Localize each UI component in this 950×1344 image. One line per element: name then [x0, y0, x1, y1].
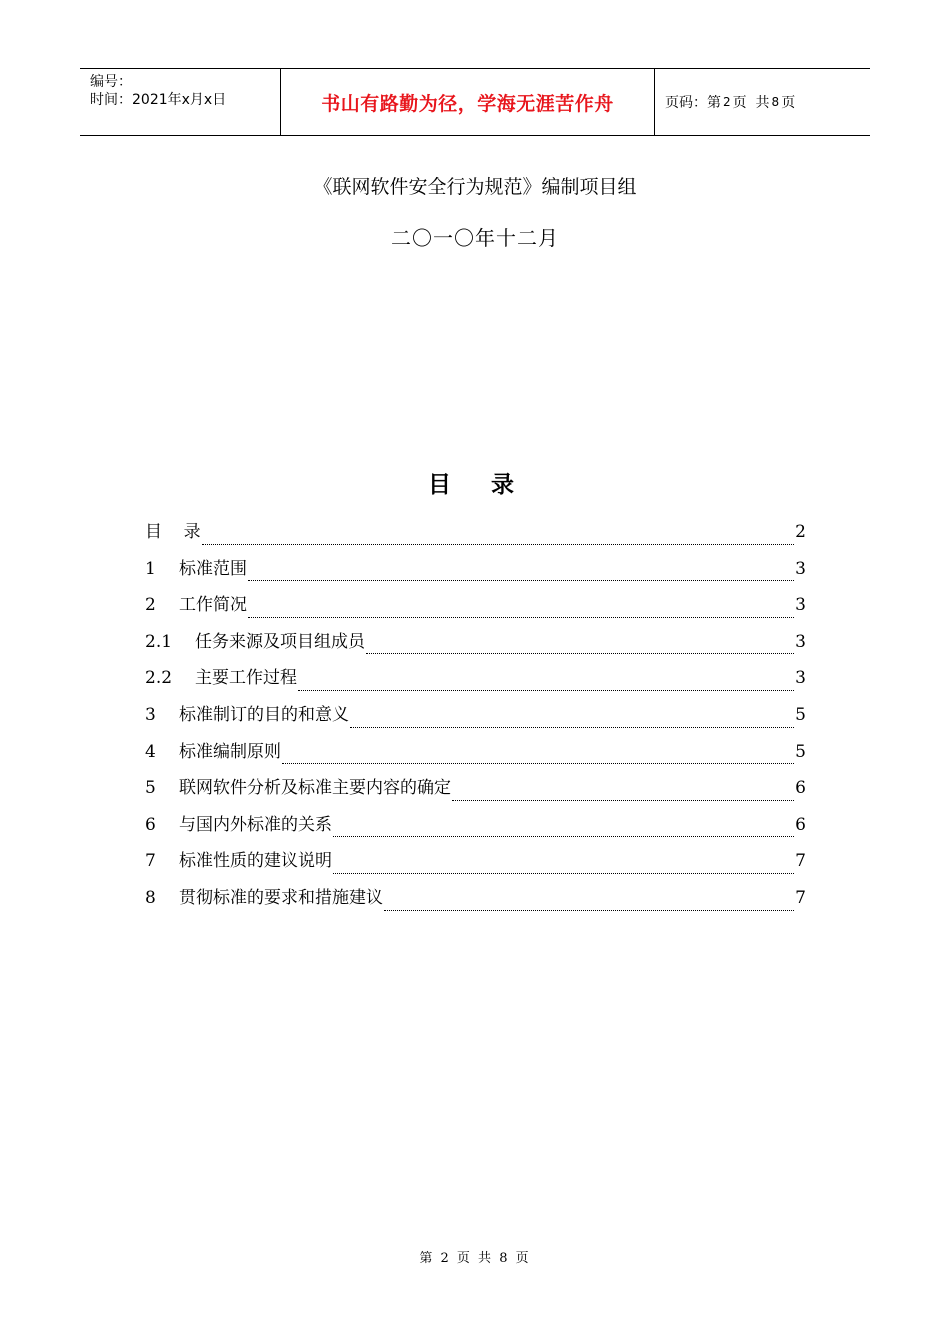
toc-entry[interactable]	[145, 590, 806, 627]
toc-entry-page: 6	[795, 814, 806, 835]
toc-entry-number: 8	[145, 887, 156, 908]
toc-dot-leader	[298, 689, 794, 691]
toc-entry[interactable]	[145, 883, 806, 920]
toc-entry-number: 5	[145, 778, 156, 799]
toc-entry-label: 标准性质的建议说明	[179, 851, 332, 872]
toc-entry[interactable]	[145, 517, 806, 554]
toc-entry[interactable]	[145, 627, 806, 664]
page-suffix: 页	[781, 95, 796, 111]
time-label: 时间：2021年x月x日	[90, 92, 227, 108]
toc-entry-page: 6	[795, 778, 806, 799]
toc-entry[interactable]	[145, 810, 806, 847]
toc-entry-label: 任务来源及项目组成员	[195, 631, 365, 652]
date-line: 二〇一〇年十二月	[391, 226, 559, 250]
toc-entry-label: 贯彻标准的要求和措施建议	[179, 887, 383, 908]
header-slogan: 书山有路勤为径，学海无涯苦作舟	[281, 69, 655, 135]
toc-entry-label: 工作简况	[179, 595, 247, 616]
toc-dot-leader	[350, 726, 794, 728]
toc-entry-label: 与国内外标准的关系	[179, 814, 332, 835]
toc-entry[interactable]	[145, 773, 806, 810]
toc-dot-leader	[366, 652, 794, 654]
toc-entry-number: 1	[145, 558, 156, 579]
table-of-contents	[145, 517, 806, 920]
toc-entry-number: 2.1	[145, 631, 173, 652]
toc-entry[interactable]	[145, 737, 806, 774]
toc-dot-leader	[333, 872, 794, 874]
toc-entry-label: 标准编制原则	[179, 741, 281, 762]
toc-dot-leader	[202, 543, 795, 545]
toc-entry-label: 目 录	[145, 522, 201, 542]
code-label: 编号：	[90, 74, 132, 90]
toc-entry-label: 标准范围	[179, 558, 247, 579]
page-footer: 第 2 页 共 8 页	[419, 1251, 531, 1266]
toc-dot-leader	[333, 835, 794, 837]
org-line: 《联网软件安全行为规范》编制项目组	[313, 176, 637, 198]
toc-entry-page: 3	[795, 558, 806, 579]
toc-entry-page: 2	[795, 522, 806, 542]
toc-dot-leader	[248, 579, 794, 581]
header-meta	[80, 69, 281, 135]
toc-entry[interactable]	[145, 554, 806, 591]
toc-entry-label: 标准制订的目的和意义	[179, 704, 349, 725]
toc-dot-leader	[282, 762, 794, 764]
page-prefix: 页码：第	[665, 95, 721, 111]
toc-entry-page: 3	[795, 668, 806, 689]
page-total: 8	[771, 95, 780, 109]
toc-entry-page: 3	[795, 595, 806, 616]
header-page-info	[655, 69, 870, 135]
toc-title: 目 录	[427, 472, 522, 498]
toc-dot-leader	[384, 909, 794, 911]
toc-entry-number: 6	[145, 814, 156, 835]
page-header	[80, 68, 870, 136]
toc-dot-leader	[452, 799, 794, 801]
toc-entry[interactable]	[145, 700, 806, 737]
toc-dot-leader	[248, 616, 794, 618]
toc-entry-label: 联网软件分析及标准主要内容的确定	[179, 778, 451, 799]
toc-entry-page: 5	[795, 704, 806, 725]
page-current: 2	[723, 95, 731, 109]
toc-entry-number: 4	[145, 741, 156, 762]
toc-entry-page: 7	[795, 851, 806, 872]
toc-entry-page: 3	[795, 631, 806, 652]
toc-entry[interactable]	[145, 846, 806, 883]
toc-entry-page: 5	[795, 741, 806, 762]
toc-entry-page: 7	[795, 887, 806, 908]
toc-entry-number: 2	[145, 595, 156, 616]
toc-entry[interactable]	[145, 663, 806, 700]
page-mid: 页 共	[732, 95, 770, 111]
toc-entry-number: 3	[145, 704, 156, 725]
toc-entry-number: 7	[145, 851, 156, 872]
toc-entry-label: 主要工作过程	[195, 668, 297, 689]
toc-entry-number: 2.2	[145, 668, 173, 689]
